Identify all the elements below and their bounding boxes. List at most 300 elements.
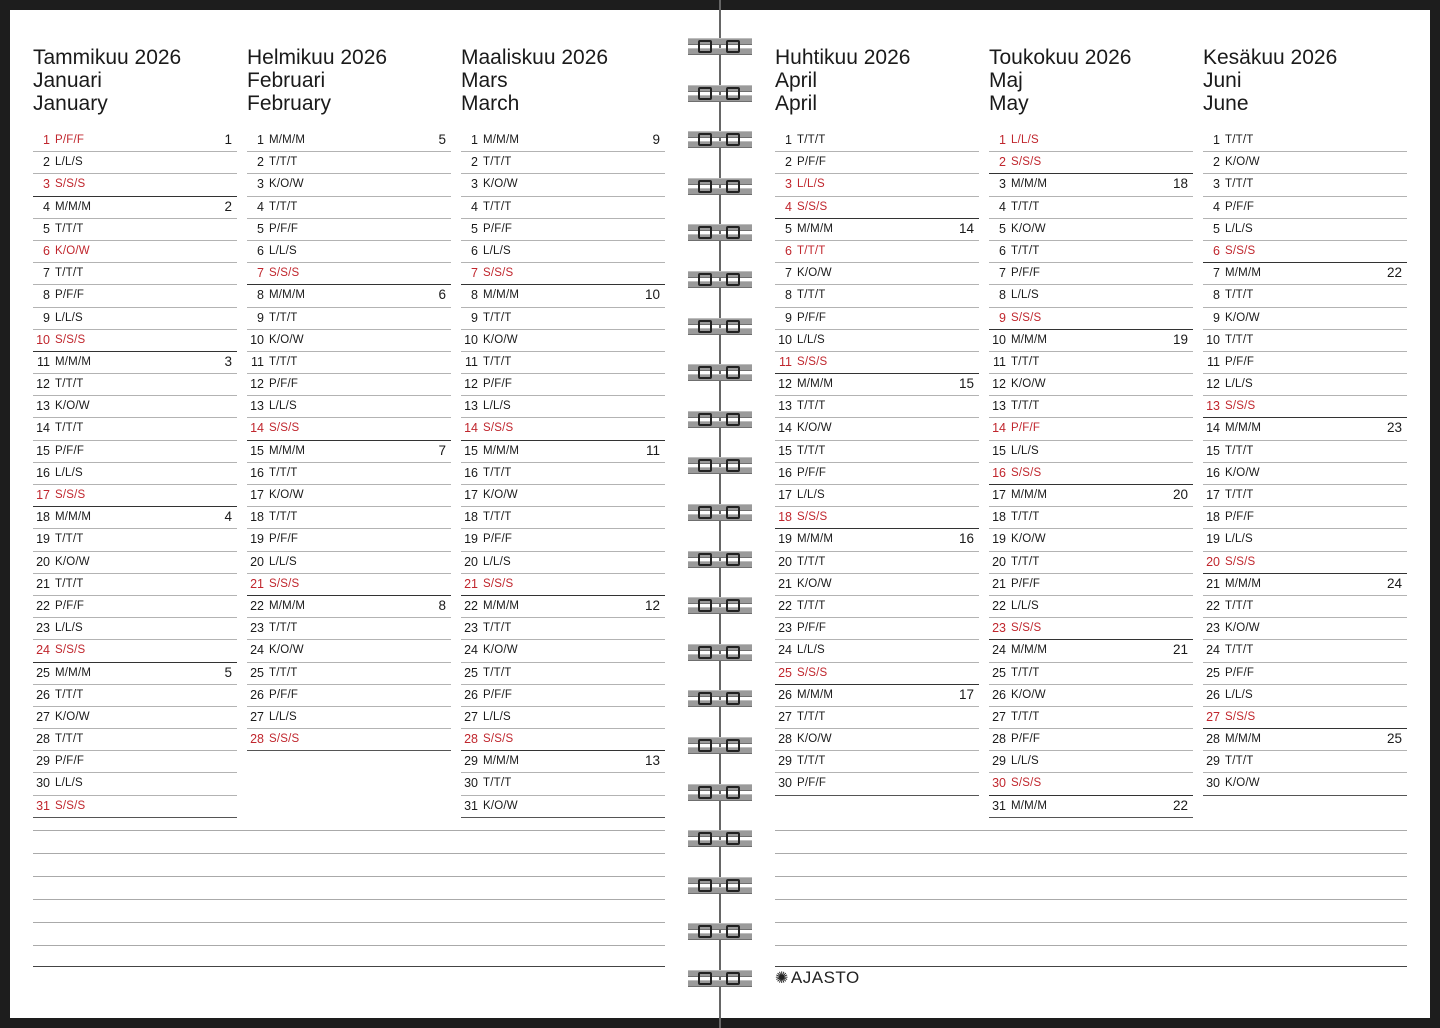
- day-row[interactable]: [461, 418, 665, 440]
- day-number: 24: [778, 643, 792, 658]
- day-row[interactable]: [989, 285, 1193, 307]
- day-number: 22: [992, 598, 1006, 613]
- week-number: 20: [1172, 487, 1188, 502]
- day-row[interactable]: [461, 463, 665, 485]
- day-row[interactable]: [1203, 130, 1407, 152]
- day-row[interactable]: [461, 197, 665, 219]
- day-row[interactable]: [775, 463, 979, 485]
- weekday-label: P/F/F: [269, 222, 299, 235]
- day-row[interactable]: [1203, 374, 1407, 396]
- day-list: [461, 130, 665, 818]
- day-row[interactable]: [33, 596, 237, 618]
- day-number: 5: [999, 221, 1006, 236]
- day-row[interactable]: [775, 751, 979, 773]
- weekday-label: P/F/F: [797, 466, 827, 479]
- day-row[interactable]: [775, 308, 979, 330]
- weekday-label: T/T/T: [55, 267, 84, 280]
- day-row[interactable]: [33, 219, 237, 241]
- day-row[interactable]: [989, 152, 1193, 174]
- day-row[interactable]: [461, 441, 665, 463]
- day-row[interactable]: [33, 729, 237, 751]
- day-row[interactable]: [33, 330, 237, 352]
- weekday-label: T/T/T: [797, 400, 826, 413]
- day-row[interactable]: [33, 374, 237, 396]
- day-row[interactable]: [247, 529, 451, 551]
- weekday-label: M/M/M: [1225, 733, 1262, 746]
- day-number: 5: [785, 221, 792, 236]
- day-number: 23: [1206, 621, 1220, 636]
- day-row[interactable]: [775, 596, 979, 618]
- weekday-label: K/O/W: [797, 267, 832, 280]
- day-row[interactable]: [989, 707, 1193, 729]
- day-row[interactable]: [1203, 485, 1407, 507]
- day-number: 4: [471, 199, 478, 214]
- day-row[interactable]: [247, 130, 451, 152]
- day-list: [33, 130, 237, 818]
- weekday-label: K/O/W: [797, 422, 832, 435]
- day-row[interactable]: [989, 663, 1193, 685]
- day-number: 1: [999, 133, 1006, 147]
- day-row[interactable]: [247, 197, 451, 219]
- day-row[interactable]: [775, 130, 979, 152]
- month-title-line: Februari: [247, 69, 326, 92]
- day-number: 31: [464, 798, 478, 813]
- day-row[interactable]: [33, 418, 237, 440]
- weekday-label: P/F/F: [55, 134, 85, 146]
- day-row[interactable]: [33, 707, 237, 729]
- day-row[interactable]: [775, 640, 979, 662]
- day-row[interactable]: [1203, 418, 1407, 440]
- day-row[interactable]: [33, 263, 237, 285]
- weekday-label: L/L/S: [483, 244, 511, 257]
- day-row[interactable]: [1203, 773, 1407, 795]
- day-row[interactable]: [461, 685, 665, 707]
- day-number: 12: [464, 377, 478, 392]
- day-row[interactable]: [989, 485, 1193, 507]
- day-number: 15: [778, 443, 792, 458]
- day-row[interactable]: [461, 396, 665, 418]
- weekday-label: L/L/S: [269, 555, 297, 568]
- day-row[interactable]: [461, 352, 665, 374]
- day-row[interactable]: [775, 663, 979, 685]
- day-row[interactable]: [775, 773, 979, 795]
- day-number: 14: [250, 421, 264, 436]
- day-row[interactable]: [989, 773, 1193, 795]
- day-row[interactable]: [247, 507, 451, 529]
- month-title-line: April: [775, 92, 818, 115]
- weekday-label: T/T/T: [55, 533, 84, 546]
- day-row[interactable]: [33, 773, 237, 795]
- day-row[interactable]: [989, 241, 1193, 263]
- day-row[interactable]: [247, 441, 451, 463]
- weekday-label: P/F/F: [55, 599, 85, 612]
- day-row[interactable]: [247, 485, 451, 507]
- day-row[interactable]: [461, 574, 665, 596]
- day-row[interactable]: [1203, 308, 1407, 330]
- day-row[interactable]: [775, 241, 979, 263]
- weekday-label: S/S/S: [269, 733, 300, 746]
- day-row[interactable]: [247, 219, 451, 241]
- weekday-label: T/T/T: [1225, 755, 1254, 768]
- weekday-label: L/L/S: [797, 644, 825, 657]
- day-row[interactable]: [33, 529, 237, 551]
- weekday-label: T/T/T: [483, 622, 512, 635]
- weekday-label: T/T/T: [1011, 666, 1040, 679]
- day-row[interactable]: [1203, 152, 1407, 174]
- day-row[interactable]: [461, 285, 665, 307]
- day-row[interactable]: [1203, 707, 1407, 729]
- weekday-label: M/M/M: [269, 599, 306, 612]
- day-number: 8: [1213, 288, 1220, 303]
- day-row[interactable]: [461, 330, 665, 352]
- day-row[interactable]: [461, 152, 665, 174]
- weekday-label: T/T/T: [1225, 489, 1254, 501]
- day-number: 27: [250, 709, 264, 724]
- day-row[interactable]: [989, 174, 1193, 196]
- day-number: 6: [257, 243, 264, 258]
- day-number: 7: [785, 266, 792, 281]
- day-row[interactable]: [775, 618, 979, 640]
- weekday-label: K/O/W: [1225, 466, 1260, 479]
- day-row[interactable]: [461, 707, 665, 729]
- weekday-label: M/M/M: [1225, 267, 1262, 280]
- day-number: 24: [992, 643, 1006, 658]
- day-row[interactable]: [33, 285, 237, 307]
- day-row[interactable]: [247, 463, 451, 485]
- day-row[interactable]: [33, 507, 237, 529]
- day-row[interactable]: [33, 441, 237, 463]
- sun-icon: ✺: [775, 970, 789, 987]
- day-row[interactable]: [989, 552, 1193, 574]
- day-row[interactable]: [989, 219, 1193, 241]
- day-row[interactable]: [1203, 352, 1407, 374]
- month-title: [775, 46, 979, 115]
- day-row[interactable]: [33, 485, 237, 507]
- day-row[interactable]: [989, 463, 1193, 485]
- day-row[interactable]: [775, 685, 979, 707]
- day-row[interactable]: [989, 263, 1193, 285]
- day-row[interactable]: [1203, 463, 1407, 485]
- day-number: 22: [250, 598, 264, 613]
- week-number: 23: [1386, 420, 1402, 436]
- day-row[interactable]: [33, 308, 237, 330]
- day-row[interactable]: [461, 663, 665, 685]
- day-row[interactable]: [1203, 441, 1407, 463]
- day-row[interactable]: [1203, 552, 1407, 574]
- day-row[interactable]: [33, 197, 237, 219]
- day-row[interactable]: [989, 418, 1193, 440]
- day-number: 14: [1206, 421, 1220, 436]
- day-row[interactable]: [1203, 507, 1407, 529]
- day-row[interactable]: [247, 263, 451, 285]
- day-row[interactable]: [989, 751, 1193, 773]
- weekday-label: K/O/W: [55, 555, 90, 568]
- day-number: 20: [778, 554, 792, 569]
- day-number: 23: [36, 621, 50, 636]
- day-row[interactable]: [775, 529, 979, 551]
- weekday-label: L/L/S: [1225, 533, 1253, 546]
- day-row[interactable]: [1203, 663, 1407, 685]
- day-row[interactable]: [247, 618, 451, 640]
- day-row[interactable]: [461, 640, 665, 662]
- day-row[interactable]: [989, 640, 1193, 662]
- weekday-label: K/O/W: [1011, 222, 1046, 235]
- weekday-label: S/S/S: [1225, 710, 1256, 723]
- month-title-line: January: [33, 92, 108, 115]
- day-row[interactable]: [989, 574, 1193, 596]
- day-number: 29: [778, 754, 792, 769]
- day-row[interactable]: [33, 241, 237, 263]
- day-number: 7: [471, 266, 478, 281]
- day-row[interactable]: [1203, 574, 1407, 596]
- day-row[interactable]: [33, 574, 237, 596]
- weekday-label: T/T/T: [269, 355, 298, 368]
- weekday-label: P/F/F: [483, 222, 513, 235]
- day-number: 11: [465, 354, 478, 369]
- day-row[interactable]: [775, 707, 979, 729]
- day-row[interactable]: [989, 396, 1193, 418]
- day-row[interactable]: [247, 552, 451, 574]
- day-number: 19: [464, 532, 478, 547]
- day-row[interactable]: [461, 174, 665, 196]
- day-row[interactable]: [989, 330, 1193, 352]
- day-row[interactable]: [247, 596, 451, 618]
- day-number: 23: [992, 621, 1006, 636]
- weekday-label: K/O/W: [1011, 688, 1046, 701]
- day-number: 22: [1206, 598, 1220, 613]
- day-row[interactable]: [461, 219, 665, 241]
- day-row[interactable]: [775, 197, 979, 219]
- note-line: [33, 945, 665, 946]
- day-number: 20: [1206, 554, 1220, 569]
- day-row[interactable]: [989, 596, 1193, 618]
- day-row[interactable]: [247, 241, 451, 263]
- weekday-label: T/T/T: [1011, 555, 1040, 568]
- day-row[interactable]: [1203, 529, 1407, 551]
- day-row[interactable]: [1203, 219, 1407, 241]
- day-row[interactable]: [1203, 396, 1407, 418]
- day-row[interactable]: [461, 485, 665, 507]
- day-row[interactable]: [1203, 685, 1407, 707]
- day-row[interactable]: [775, 263, 979, 285]
- day-row[interactable]: [247, 418, 451, 440]
- day-row[interactable]: [1203, 596, 1407, 618]
- day-number: 10: [36, 332, 50, 347]
- weekday-label: M/M/M: [797, 378, 834, 391]
- day-number: 19: [992, 532, 1006, 547]
- weekday-label: T/T/T: [1011, 200, 1040, 213]
- weekday-label: S/S/S: [55, 489, 86, 501]
- day-row[interactable]: [33, 751, 237, 773]
- day-row[interactable]: [989, 441, 1193, 463]
- day-row[interactable]: [775, 552, 979, 574]
- day-row[interactable]: [247, 152, 451, 174]
- weekday-label: T/T/T: [269, 511, 298, 524]
- day-row[interactable]: [989, 130, 1193, 152]
- day-row[interactable]: [775, 152, 979, 174]
- weekday-label: M/M/M: [269, 134, 306, 146]
- day-row[interactable]: [461, 130, 665, 152]
- binding-ring: [688, 968, 752, 990]
- day-number: 3: [471, 177, 478, 192]
- day-row[interactable]: [461, 507, 665, 529]
- weekday-label: T/T/T: [269, 311, 298, 324]
- day-row[interactable]: [775, 219, 979, 241]
- day-row[interactable]: [33, 396, 237, 418]
- day-row[interactable]: [775, 507, 979, 529]
- day-row[interactable]: [33, 685, 237, 707]
- day-row[interactable]: [247, 640, 451, 662]
- day-row[interactable]: [989, 308, 1193, 330]
- day-row[interactable]: [989, 352, 1193, 374]
- day-row[interactable]: [775, 285, 979, 307]
- week-number: 21: [1172, 642, 1188, 658]
- day-row[interactable]: [461, 773, 665, 795]
- month-title-line: February: [247, 92, 332, 115]
- day-row[interactable]: [989, 729, 1193, 751]
- day-number: 17: [36, 488, 50, 502]
- day-row[interactable]: [775, 441, 979, 463]
- week-number: 5: [224, 664, 232, 680]
- weekday-label: M/M/M: [55, 355, 92, 368]
- binding-ring: [688, 828, 752, 850]
- weekday-label: T/T/T: [483, 200, 512, 213]
- weekday-label: T/T/T: [55, 222, 84, 235]
- day-row[interactable]: [1203, 241, 1407, 263]
- day-row[interactable]: [1203, 285, 1407, 307]
- note-line: [775, 922, 1407, 923]
- day-row[interactable]: [33, 352, 237, 374]
- day-row[interactable]: [461, 552, 665, 574]
- day-row[interactable]: [247, 663, 451, 685]
- day-row[interactable]: [775, 729, 979, 751]
- binding-ring: [688, 269, 752, 291]
- weekday-label: P/F/F: [1011, 267, 1041, 280]
- day-row[interactable]: [775, 396, 979, 418]
- day-row[interactable]: [1203, 640, 1407, 662]
- weekday-label: P/F/F: [1225, 511, 1255, 524]
- day-row[interactable]: [247, 729, 451, 751]
- day-row[interactable]: [247, 574, 451, 596]
- day-row[interactable]: [989, 685, 1193, 707]
- day-row[interactable]: [1203, 729, 1407, 751]
- day-row[interactable]: [33, 174, 237, 196]
- day-row[interactable]: [461, 241, 665, 263]
- day-row[interactable]: [33, 552, 237, 574]
- day-row[interactable]: [775, 330, 979, 352]
- day-row[interactable]: [33, 640, 237, 662]
- day-number: 19: [1206, 532, 1220, 547]
- week-number: 12: [644, 597, 660, 613]
- day-row[interactable]: [775, 418, 979, 440]
- day-row[interactable]: [775, 574, 979, 596]
- day-row[interactable]: [775, 174, 979, 196]
- month-title-line: March: [461, 92, 520, 115]
- day-number: 28: [992, 732, 1006, 747]
- day-row[interactable]: [461, 618, 665, 640]
- weekday-label: L/L/S: [269, 244, 297, 257]
- day-row[interactable]: [247, 330, 451, 352]
- week-number: 5: [438, 132, 446, 147]
- day-row[interactable]: [461, 374, 665, 396]
- day-row[interactable]: [1203, 263, 1407, 285]
- day-row[interactable]: [989, 197, 1193, 219]
- weekday-label: T/T/T: [1225, 599, 1254, 612]
- day-row[interactable]: [775, 485, 979, 507]
- day-number: 15: [1206, 443, 1220, 458]
- day-number: 27: [778, 709, 792, 724]
- day-row[interactable]: [989, 796, 1193, 818]
- weekday-label: S/S/S: [1011, 622, 1042, 635]
- weekday-label: T/T/T: [1225, 134, 1254, 146]
- weekday-label: M/M/M: [1225, 577, 1262, 590]
- day-row[interactable]: [461, 308, 665, 330]
- day-row[interactable]: [33, 663, 237, 685]
- day-row[interactable]: [1203, 197, 1407, 219]
- day-row[interactable]: [775, 374, 979, 396]
- week-number: 17: [958, 686, 974, 702]
- day-row[interactable]: [461, 796, 665, 818]
- day-number: 15: [36, 443, 50, 458]
- day-row[interactable]: [247, 685, 451, 707]
- day-row[interactable]: [775, 352, 979, 374]
- weekday-label: S/S/S: [269, 422, 300, 435]
- day-row[interactable]: [1203, 751, 1407, 773]
- weekday-label: P/F/F: [797, 311, 827, 324]
- week-number: 13: [644, 753, 660, 769]
- week-number: 7: [438, 442, 446, 458]
- day-row[interactable]: [33, 463, 237, 485]
- day-number: 9: [1213, 310, 1220, 325]
- day-row[interactable]: [247, 707, 451, 729]
- day-number: 2: [43, 155, 50, 170]
- day-row[interactable]: [33, 130, 237, 152]
- day-number: 24: [1206, 643, 1220, 658]
- day-row[interactable]: [33, 618, 237, 640]
- weekday-label: K/O/W: [1225, 622, 1260, 635]
- day-number: 29: [464, 754, 478, 769]
- day-row[interactable]: [989, 529, 1193, 551]
- weekday-label: P/F/F: [269, 378, 299, 391]
- weekday-label: P/F/F: [483, 378, 513, 391]
- day-row[interactable]: [33, 796, 237, 818]
- day-row[interactable]: [247, 374, 451, 396]
- day-row[interactable]: [461, 729, 665, 751]
- day-row[interactable]: [1203, 330, 1407, 352]
- day-row[interactable]: [247, 174, 451, 196]
- day-row[interactable]: [1203, 174, 1407, 196]
- binding-ring: [688, 83, 752, 105]
- day-row[interactable]: [461, 263, 665, 285]
- day-number: 5: [1213, 221, 1220, 236]
- day-row[interactable]: [247, 308, 451, 330]
- day-row[interactable]: [989, 507, 1193, 529]
- day-row[interactable]: [247, 352, 451, 374]
- day-row[interactable]: [461, 529, 665, 551]
- day-row[interactable]: [461, 751, 665, 773]
- day-row[interactable]: [989, 618, 1193, 640]
- day-number: 4: [257, 199, 264, 214]
- day-number: 1: [1213, 133, 1220, 147]
- day-row[interactable]: [461, 596, 665, 618]
- weekday-label: T/T/T: [483, 511, 512, 524]
- day-row[interactable]: [33, 152, 237, 174]
- day-row[interactable]: [989, 374, 1193, 396]
- day-number: 13: [36, 399, 50, 414]
- day-row[interactable]: [247, 396, 451, 418]
- day-row[interactable]: [247, 285, 451, 307]
- day-row[interactable]: [1203, 618, 1407, 640]
